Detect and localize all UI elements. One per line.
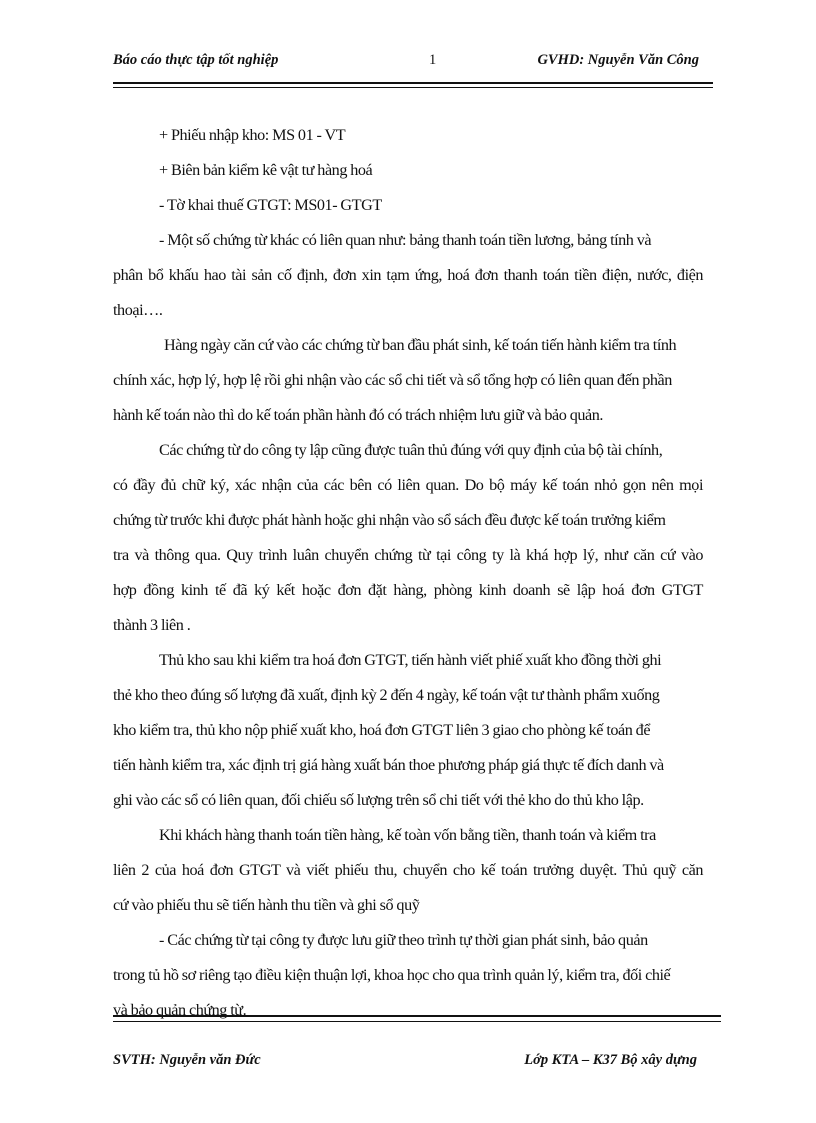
page-footer [113, 1052, 713, 1078]
body-line: Thủ kho sau khi kiểm tra hoá đơn GTGT, tiến hành viết phiế xuất kho đồng thời ghi [159, 651, 662, 669]
footer-class: Lớp KTA – K37 Bộ xây dựng [524, 1052, 697, 1068]
document-body [113, 118, 703, 1028]
body-line: hành kế toán nào thì do kế toán phần hành đó có trách nhiệm lưu giữ và bảo quản. [113, 406, 603, 424]
footer-student: SVTH: Nguyễn văn Đức [113, 1052, 261, 1068]
body-line: chính xác, hợp lý, hợp lệ rồi ghi nhận vào các sổ chi tiết và sổ tổng hợp có liên quan đến phần [113, 371, 672, 389]
body-line: thẻ kho theo đúng số lượng đã xuất, định kỳ 2 đến 4 ngày, kế toán vật tư thành phẩm xuống [113, 686, 660, 704]
header-report-title: Báo cáo thực tập tốt nghiệp [113, 52, 279, 68]
body-line: + Phiếu nhập kho: MS 01 - VT [159, 126, 346, 144]
body-line: ghi vào các sổ có liên quan, đối chiếu số lượng trên sổ chi tiết với thẻ kho do thủ kho lập. [113, 791, 644, 809]
page-number: 1 [429, 52, 437, 68]
body-line: trong tủ hồ sơ riêng tạo điều kiện thuận lợi, khoa học cho qua trình quản lý, kiểm tra, đối chiế [113, 966, 671, 984]
body-line: Các chứng từ do công ty lập cũng được tuân thủ đúng với quy định của bộ tài chính, [159, 441, 663, 459]
body-line: tiến hành kiểm tra, xác định trị giá hàng xuất bán thoe phương pháp giá thực tế đích danh và [113, 756, 664, 774]
body-line: liên 2 của hoá đơn GTGT và viết phiếu thu, chuyển cho kế toán trưởng duyệt. Thủ quỹ căn [113, 861, 703, 879]
body-line: thành 3 liên . [113, 616, 191, 634]
body-line: phân bổ khấu hao tài sản cố định, đơn xin tạm ứng, hoá đơn thanh toán tiền điện, nước, điện [113, 266, 703, 284]
body-line: + Biên bản kiểm kê vật tư hàng hoá [159, 161, 373, 179]
body-line: hợp đồng kinh tế đã ký kết hoặc đơn đặt hàng, phòng kinh doanh sẽ lập hoá đơn GTGT [113, 581, 703, 599]
header-rule-thick [113, 82, 713, 84]
header-rule-thin [113, 87, 713, 88]
body-line: kho kiểm tra, thủ kho nộp phiế xuất kho, hoá đơn GTGT liên 3 giao cho phòng kế toán để [113, 721, 651, 739]
footer-rule-thick [113, 1015, 721, 1017]
body-line: - Tờ khai thuế GTGT: MS01- GTGT [159, 196, 382, 214]
page-header [113, 50, 713, 76]
footer-rule-thin [113, 1021, 721, 1022]
body-line: Khi khách hàng thanh toán tiền hàng, kế toàn vốn bằng tiền, thanh toán và kiểm tra [159, 826, 656, 844]
body-line: thoại…. [113, 301, 163, 319]
body-line: Hàng ngày căn cứ vào các chứng từ ban đầu phát sinh, kế toán tiến hành kiểm tra tính [164, 336, 677, 354]
body-line: chứng từ trước khi được phát hành hoặc ghi nhận vào sổ sách đều được kế toán trưởng kiểm [113, 511, 666, 529]
header-supervisor: GVHD: Nguyễn Văn Công [537, 52, 699, 68]
body-line: và bảo quản chứng từ. [113, 1001, 247, 1019]
body-line: cứ vào phiếu thu sẽ tiến hành thu tiền và ghi sổ quỹ [113, 896, 420, 914]
body-line: - Các chứng từ tại công ty được lưu giữ theo trình tự thời gian phát sinh, bảo quản [159, 931, 648, 949]
body-line: tra và thông qua. Quy trình luân chuyển chứng từ tại công ty là khá hợp lý, như căn cứ vào [113, 546, 703, 564]
body-line: - Một số chứng từ khác có liên quan như: bảng thanh toán tiền lương, bảng tính và [159, 231, 652, 249]
body-line: có đầy đủ chữ ký, xác nhận của các bên có liên quan. Do bộ máy kế toán nhỏ gọn nên mọi [113, 476, 703, 494]
